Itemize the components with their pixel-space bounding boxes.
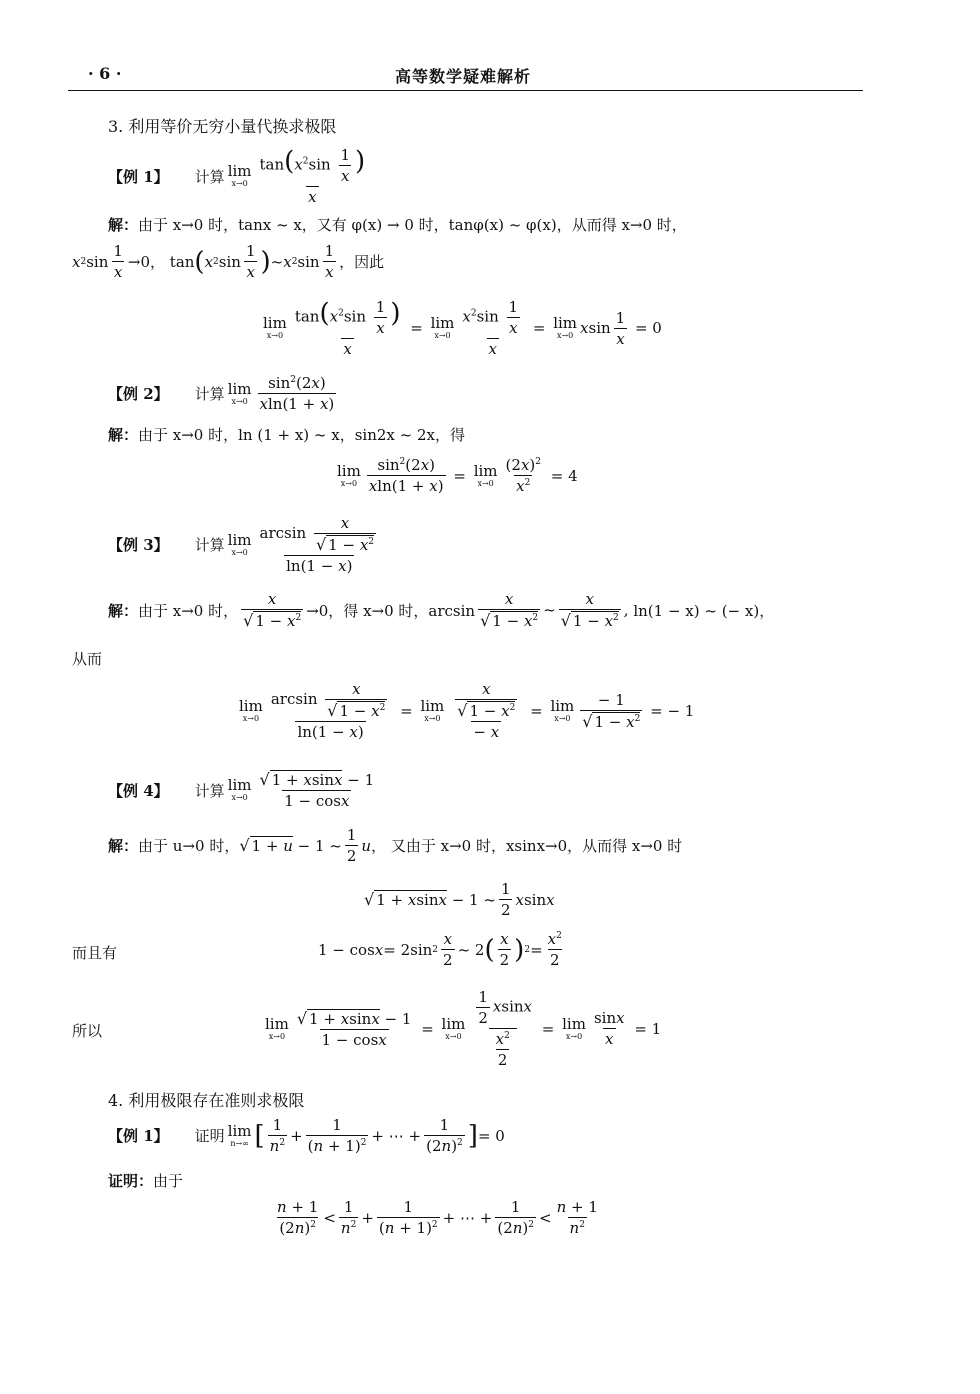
- proof-inequality: $\frac{n + 1}{(2n)^2}$ < $\frac{1}{n^2}$ + $\frac{1}{(n + 1)^2}$ + ⋯ + $\frac{1}{(2n)^2}$ < $\frac{n + 1}{n^2}$: [277, 1198, 598, 1237]
- example-4-1: 【例 1】 证明 lim n→∞ [ $\frac{1}{n^2}$ + $\frac{1}{(n + 1)^2}$ + ⋯ + $\frac{1}{(2n)^2}$ ] = 0: [108, 1116, 505, 1155]
- example-3: 【例 3】 计算 lim x→0 arcsin $\frac{x}{√ 1 - x^2}$ ln(1 − x): [108, 514, 375, 575]
- example-4-equivalence-1: √ 1 + xsinx − 1 ~ $\frac{1}{2}$ x sin x: [364, 880, 555, 919]
- example-label: 【例 1】: [108, 1127, 169, 1145]
- solution-text: 又由于 x→0 时，xsinx→0，从而得 x→0 时: [390, 837, 683, 855]
- example-2: 【例 2】 计算 lim x→0 $\frac{\sin^2(2x)}{xln(1 + x)}$: [108, 374, 335, 413]
- example-1-solution: [108, 214, 687, 235]
- solution-text: →0，得 x→0 时，arcsin: [306, 601, 476, 620]
- example-3-solution: 解： 由于 x→0 时， $\frac{x}{√ 1 - x^2}$ →0，得 x→0 时，arcsin $\frac{x}{√ 1 - x^2}$ ~ $\frac{x}{√ 1 - x^2}$ , ln(1 − x) ~ (− x)，: [108, 590, 775, 630]
- solution-text: 由于 x→0 时，tanx ~ x，又有 φ(x) → 0 时，tanφ(x) ~ φ(x)，从而得 x→0 时，: [138, 216, 687, 234]
- example-4: 【例 4】 计算 lim x→0 $\frac{√ 1 + xsinx - 1}{1 - \cos x}$: [108, 770, 375, 810]
- example-prompt: 证明: [194, 1127, 225, 1145]
- solution-label: 解：: [108, 837, 139, 855]
- example-prompt: 计算: [194, 781, 225, 800]
- example-label: 【例 3】: [108, 536, 169, 554]
- solution-text: 由于 x→0 时，: [138, 601, 239, 620]
- section-heading-4: 4. 利用极限存在准则求极限: [108, 1091, 305, 1110]
- running-header-title: 高等数学疑难解析: [395, 67, 532, 86]
- example-2-result-formula: lim x→0 $\frac{\sin^2(2x)}{xln(1 + x)}$ = lim x→0 $\frac{(2x)^2}{x^2}$ = 4: [337, 456, 578, 495]
- example-4-also-label: 而且有: [72, 944, 118, 962]
- example-4-equivalence-2: 1 − cos x = 2sin 2 $\frac{x}{2}$ ~ 2 ( $\frac{x}{2}$ ) 2 = $\frac{x^2}{2}$: [318, 930, 562, 969]
- solution-text: 由于 x→0 时，ln (1 + x) ~ x，sin2x ~ 2x，得: [138, 426, 465, 444]
- solution-label: 解：: [108, 426, 139, 444]
- example-prompt: 计算: [194, 536, 225, 554]
- example-3-connector: 从而: [72, 650, 103, 668]
- solution-text: 因此: [354, 253, 385, 271]
- example-4-result-formula: lim x→0 $\frac{√ 1 + xsinx - 1}{1 - \cos x}$ = lim x→0 $\frac{1}{2}$ xsinx $\frac{x^2}{2}$ = lim x→0 $\frac{\sin x}{x}$ = 1: [265, 988, 662, 1069]
- example-2-solution: [108, 424, 465, 445]
- example-1-result-formula: lim x→0 $\tan(x^2\sin$ $\frac{1}{x}$ ) x = lim x→0 $x^2\sin$ $\frac{1}{x}$ x = lim x→0 x sin $\frac{1}{x}$ = 0: [263, 298, 662, 358]
- solution-text: 由于 u→0 时，: [138, 837, 240, 855]
- proof-text: 由于: [153, 1172, 184, 1190]
- formula-fraction: $\tan(x^2\sin$ $\frac{1}{x}$ ) x: [259, 146, 366, 206]
- section-heading-3: 3. 利用等价无穷小量代换求极限: [108, 117, 337, 136]
- example-4-solution: 解： 由于 u→0 时， √ 1 + u − 1 ~ $\frac{1}{2}$ u ， 又由于 x→0 时，xsinx→0，从而得 x→0 时: [108, 826, 683, 865]
- example-label: 【例 2】: [108, 385, 169, 403]
- example-4-so-label: 所以: [72, 1022, 103, 1040]
- example-3-result-formula: lim x→0 arcsin $\frac{x}{√ 1 - x^2}$ ln(1 − x) = lim x→0 $\frac{\frac{x}{√ 1 - x^2}}{- x}$ = lim x→0 $\frac{- 1}{√ 1 - x^2}$ = − 1: [239, 680, 695, 741]
- example-label: 【例 1】: [108, 167, 169, 186]
- solution-label: 解：: [108, 601, 139, 620]
- solution-text: ln(1 − x) ~ (− x)，: [633, 601, 775, 620]
- proof-label: 证明：: [108, 1172, 154, 1190]
- page-number: · 6 ·: [88, 64, 122, 83]
- example-label: 【例 4】: [108, 781, 169, 800]
- limit-operator: lim x→0: [227, 162, 252, 188]
- solution-label: 解：: [108, 216, 139, 234]
- example-1: [108, 146, 370, 206]
- proof-intro: [108, 1170, 183, 1191]
- example-prompt: 计算: [194, 385, 225, 403]
- header-rule: [68, 90, 863, 91]
- example-1-solution-line2: x 2 sin $\frac{1}{x}$ →0， tan ( x 2 sin $\frac{1}{x}$ ) ~ x 2 sin $\frac{1}{x}$ ， 因此: [72, 242, 385, 281]
- example-prompt: 计算: [194, 167, 225, 186]
